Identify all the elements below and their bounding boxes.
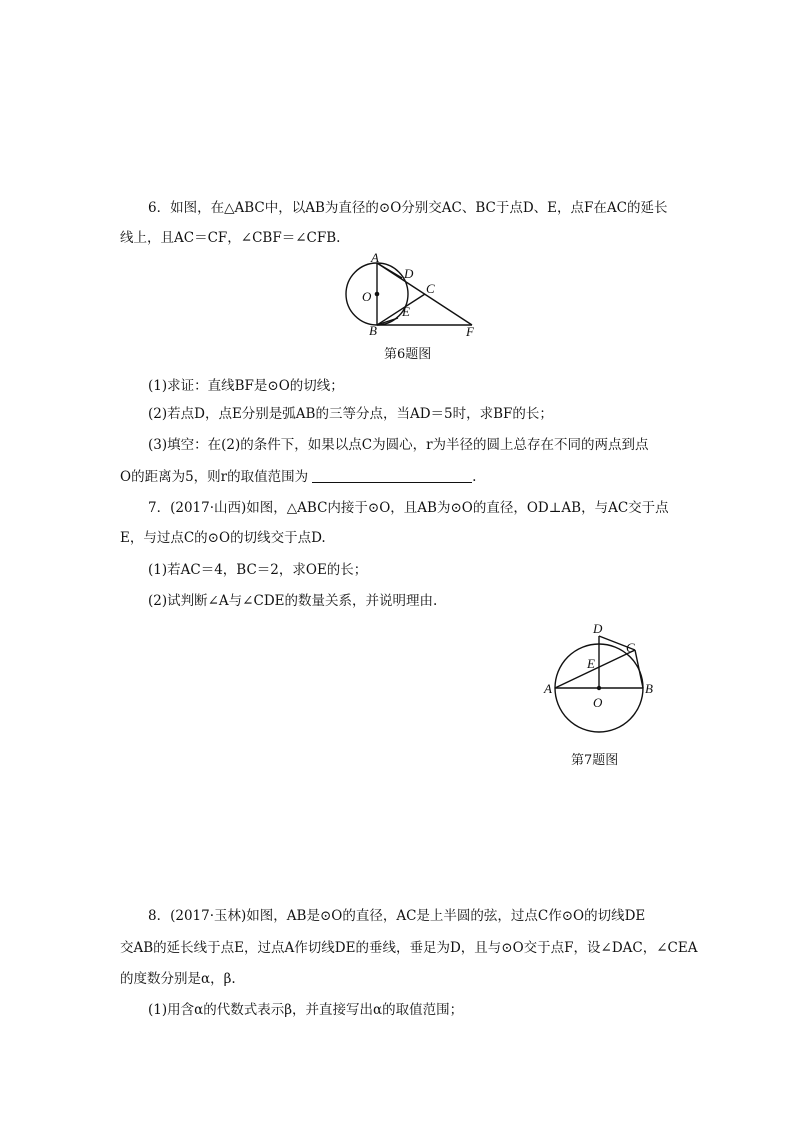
q3-prefix: O的距离为5，则r的取值范围为 — [120, 469, 309, 485]
p7-label-e: E — [587, 656, 595, 671]
problem6-question2: (2)若点D，点E分别是弧AB的三等分点，当AD＝5时，求BF的长； — [148, 406, 553, 422]
p7-label-c: C — [626, 640, 635, 655]
p7-label-a: A — [544, 681, 552, 696]
problem7-text-line1: 7．(2017·山西)如图，△ABC内接于⊙O，且AB为⊙O的直径，OD⊥AB，与AC交于点 — [148, 500, 669, 516]
problem6-question3-line1: (3)填空：在(2)的条件下，如果以点C为圆心，r为半径的圆上总存在不同的两点到点 — [148, 437, 649, 453]
p6-label-e: E — [402, 304, 410, 319]
problem7-question1: (1)若AC＝4，BC＝2，求OE的长； — [148, 562, 368, 578]
problem8-text-line2: 交AB的延长线于点E，过点A作切线DE的垂线，垂足为D，且与⊙O交于点F，设∠DAC，∠CEA — [120, 940, 698, 956]
problem6-question1: (1)求证：直线BF是⊙O的切线； — [148, 378, 344, 394]
p6-label-c: C — [426, 281, 435, 296]
p7-label-d: D — [593, 621, 603, 636]
problem7-figure-caption: 第7题图 — [571, 753, 619, 768]
p7-label-o: O — [593, 695, 603, 710]
p6-label-d: D — [404, 266, 414, 281]
problem8-text-line3: 的度数分别是α，β. — [120, 971, 236, 987]
problem6-figure-caption: 第6题图 — [384, 347, 432, 362]
p7-line-ac — [555, 650, 635, 688]
problem8-question1: (1)用含α的代数式表示β，并直接写出α的取值范围； — [148, 1002, 464, 1018]
p6-label-o: O — [362, 289, 372, 304]
p6-label-f: F — [466, 324, 474, 339]
problem6-text-line1: 6．如图，在△ABC中，以AB为直径的⊙O分别交AC、BC于点D、E，点F在AC的延长 — [148, 200, 668, 216]
problem8-text-line1: 8．(2017·玉林)如图，AB是⊙O的直径，AC是上半圆的弦，过点C作⊙O的切线DE — [148, 908, 646, 924]
problem6-text-line2: 线上，且AC＝CF，∠CBF＝∠CFB. — [120, 230, 341, 246]
p6-label-b: B — [369, 323, 377, 338]
p7-center-point — [597, 686, 601, 690]
problem7-question2: (2)试判断∠A与∠CDE的数量关系，并说明理由. — [148, 593, 438, 609]
problem7-text-line2: E，与过点C的⊙O的切线交于点D. — [120, 530, 326, 546]
q3-suffix: . — [472, 469, 477, 485]
p7-line-cb — [635, 650, 643, 688]
p7-label-b: B — [645, 681, 653, 696]
p6-label-a: A — [371, 250, 379, 265]
